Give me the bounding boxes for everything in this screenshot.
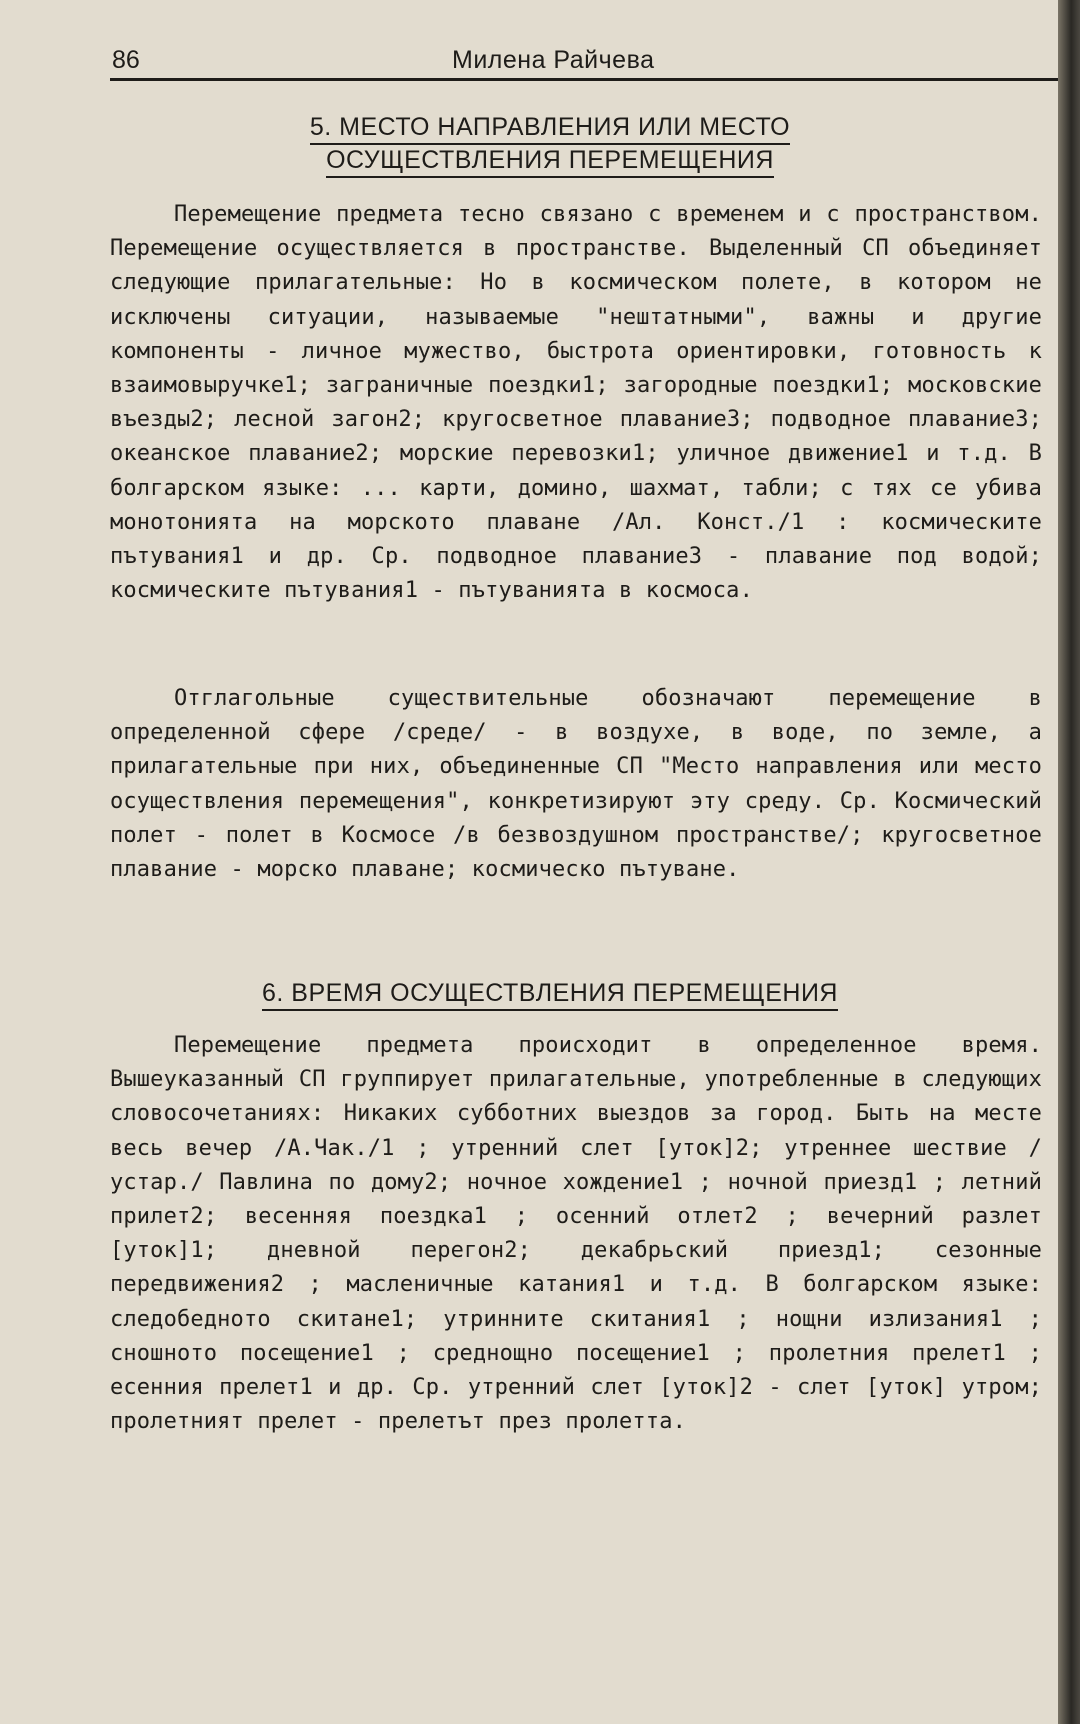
section-5-heading-line1: 5. МЕСТО НАПРАВЛЕНИЯ ИЛИ МЕСТО: [310, 112, 790, 145]
section-5-paragraph-1: Перемещение предмета тесно связано с временем и с пространством. Перемещение осуществляется в пространстве. Выделенный СП объединяет следующие прилагательные: Но в космическом полете, в котором не исключены ситуации, называемые "нештатными", важны и другие компоненты - личное мужество, быстрота ориентировки, готовность к взаимовыручке1; заграничные поездки1; загородные поездки1; московские въезды2; лесной загон2; кругосветное плавание3; подводное плавание3; океанское плавание2; морские перевозки1; уличное движение1 и т.д. В болгарском языке: ... карти, домино, шахмат, табли; с тях се убива монотонията на морското плаване /Ал. Конст./1 : космическите пътувания1 и др. Ср. подводное плавание3 - плавание под водой; космическите пътувания1 - пътуванията в космоса.: [110, 202, 1042, 604]
running-title: Милена Райчева: [452, 46, 655, 74]
section-6-paragraph-1: Перемещение предмета происходит в определенное время. Вышеуказанный СП группирует прилагательные, употребленные в следующих словосочетаниях: Никаких субботних выездов за город. Быть на месте весь вечер /А.Чак./1 ; утренний слет [уток]2; утреннее шествие /устар./ Павлина по дому2; ночное хождение1 ; ночной приезд1 ; летний прилет2; весенняя поездка1 ; осенний отлет2 ; вечерний разлет [уток]1; дневной перегон2; декабрьский приезд1; сезонные передвижения2 ; масленичные катания1 и т.д. В болгарском языке: следобедното скитане1; утринните скитания1 ; нощни излизания1 ; сношното посещение1 ; среднощно посещение1 ; пролетния прелет1 ; есенния прелет1 и др. Ср. утренний слет [уток]2 - слет [уток] утром; пролетният прелет - прелетът през пролетта.: [110, 1033, 1042, 1435]
section-5-paragraph-2: Отглагольные существительные обозначают перемещение в определенной сфере /среде/ - в воздухе, в воде, по земле, а прилагательные при них, объединенные СП "Место направления или место осуществления перемещения", конкретизируют эту среду. Ср. Космический полет - полет в Космосе /в безвоздушном пространстве/; кругосветное плавание - морско плаване; космическо пътуване.: [110, 686, 1042, 883]
section-6-heading-line: 6. ВРЕМЯ ОСУЩЕСТВЛЕНИЯ ПЕРЕМЕЩЕНИЯ: [262, 978, 838, 1011]
book-binding-edge: [1058, 0, 1080, 1724]
section-5-heading: [110, 112, 990, 178]
page-number: 86: [112, 46, 140, 74]
running-header: [110, 44, 1060, 81]
section-6-heading: [110, 978, 990, 1011]
section-5-heading-line2: ОСУЩЕСТВЛЕНИЯ ПЕРЕМЕЩЕНИЯ: [326, 145, 774, 178]
